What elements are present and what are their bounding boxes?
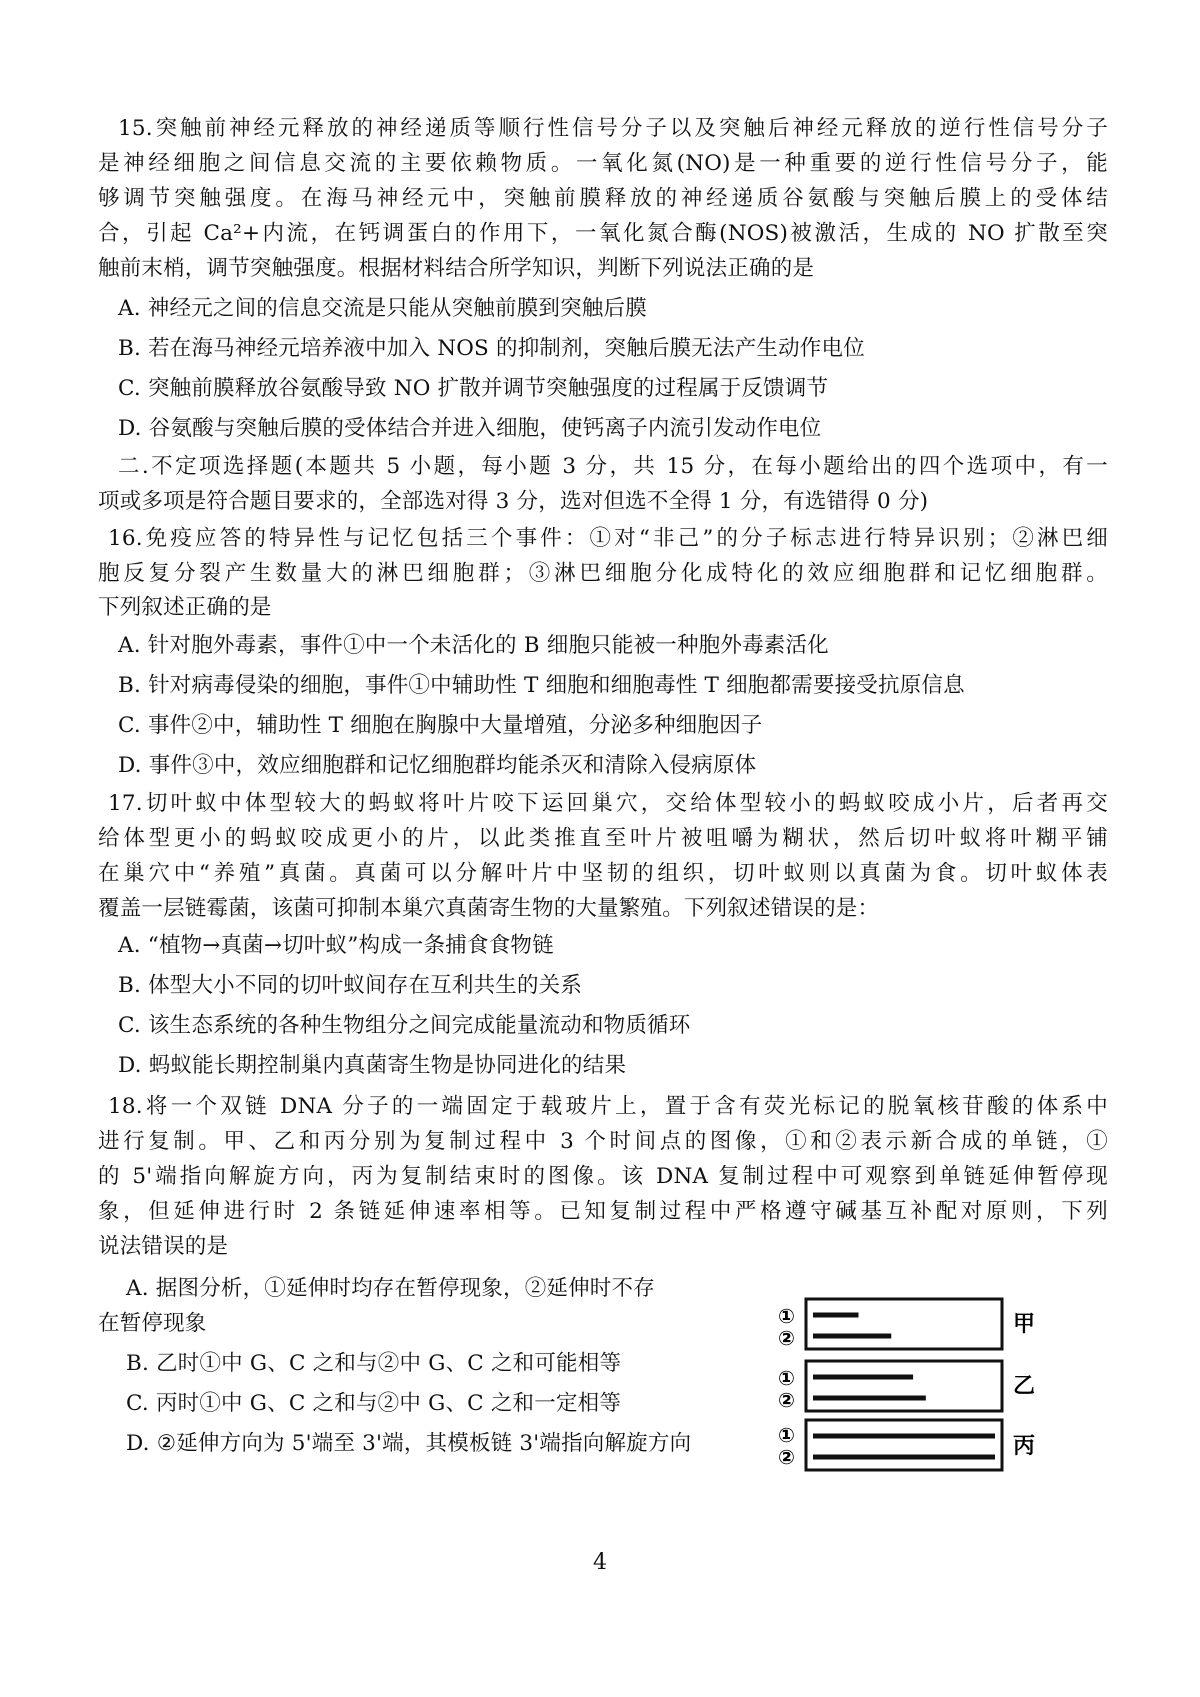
q17-option-b: B. 体型大小不同的切叶蚁间存在互利共生的关系 [118, 973, 583, 998]
q17-stem-line-2: 给体型更小的蚂蚁咬成更小的片，以此类推直至叶片被咀嚼为糊状，然后切叶蚁将叶糊平铺 [98, 826, 1108, 851]
page-number: 4 [593, 1550, 607, 1575]
q16-stem-line-2: 胞反复分裂产生数量大的淋巴细胞群；③淋巴细胞分化成特化的效应细胞群和记忆细胞群。 [98, 561, 1108, 586]
q15-option-d: D. 谷氨酸与突触后膜的受体结合并进入细胞，使钙离子内流引发动作电位 [118, 416, 822, 441]
q15-stem-line-2: 是神经细胞之间信息交流的主要依赖物质。一氧化氮(NO)是一种重要的逆行性信号分子，能 [98, 151, 1108, 176]
panel-bing-strand2-label: ② [778, 1445, 795, 1469]
q16-option-b: B. 针对病毒侵染的细胞，事件①中辅助性 T 细胞和细胞毒性 T 细胞都需要接受抗原信息 [118, 673, 965, 698]
q17-stem-line-4: 覆盖一层链霉菌，该菌可抑制本巢穴真菌寄生物的大量繁殖。下列叙述错误的是： [98, 896, 880, 921]
q15-stem-line-3: 够调节突触强度。在海马神经元中，突触前膜释放的神经递质谷氨酸与突触后膜上的受体结 [98, 186, 1108, 211]
section2-heading-line-1: 二.不定项选择题(本题共 5 小题，每小题 3 分，共 15 分，在每小题给出的四个选项中，有一 [118, 454, 1108, 479]
q18-option-c: C. 丙时①中 G、C 之和与②中 G、C 之和一定相等 [126, 1391, 622, 1416]
q17-stem-line-1: 17.切叶蚁中体型较大的蚂蚁将叶片咬下运回巢穴，交给体型较小的蚂蚁咬成小片，后者再交 [108, 791, 1108, 816]
q15-stem-line-4: 合，引起 Ca²+内流，在钙调蛋白的作用下，一氧化氮合酶(NOS)被激活，生成的 NO 扩散至突 [98, 221, 1108, 246]
q15-option-c: C. 突触前膜释放谷氨酸导致 NO 扩散并调节突触强度的过程属于反馈调节 [118, 376, 829, 401]
q18-stem-line-5: 说法错误的是 [98, 1234, 229, 1259]
q15-stem-line-1: 15.突触前神经元释放的神经递质等顺行性信号分子以及突触后神经元释放的逆行性信号分子 [118, 116, 1108, 141]
panel-jia-label: 甲 [1013, 1312, 1036, 1337]
panel-yi-strand1-label: ① [778, 1366, 795, 1390]
panel-bing-frame [806, 1420, 1002, 1470]
q17-option-d: D. 蚂蚁能长期控制巢内真菌寄生物是协同进化的结果 [118, 1053, 627, 1078]
q17-stem-line-3: 在巢穴中“养殖”真菌。真菌可以分解叶片中坚韧的组织，切叶蚁则以真菌为食。切叶蚁体表 [98, 861, 1108, 886]
dna-figure-svg [773, 1295, 1043, 1485]
q18-stem-line-4: 象，但延伸进行时 2 条链延伸速率相等。已知复制过程中严格遵守碱基互补配对原则，下列 [98, 1199, 1108, 1224]
panel-bing-strand1-label: ① [778, 1423, 795, 1447]
q17-option-c: C. 该生态系统的各种生物组分之间完成能量流动和物质循环 [118, 1013, 691, 1038]
dna-replication-figure [773, 1295, 1043, 1485]
panel-yi-label: 乙 [1013, 1374, 1036, 1399]
panel-bing-label: 丙 [1013, 1434, 1036, 1459]
q15-option-a: A. 神经元之间的信息交流是只能从突触前膜到突触后膜 [118, 296, 647, 321]
q18-option-a-line-2: 在暂停现象 [98, 1311, 207, 1336]
q18-stem-line-1: 18.将一个双链 DNA 分子的一端固定于载玻片上，置于含有荧光标记的脱氧核苷酸的体系中 [108, 1094, 1108, 1119]
section2-heading-line-2: 项或多项是符合题目要求的，全部选对得 3 分，选对但选不全得 1 分，有选错得 0 分) [98, 489, 929, 514]
q18-option-b: B. 乙时①中 G、C 之和与②中 G、C 之和可能相等 [126, 1351, 622, 1376]
q16-option-c: C. 事件②中，辅助性 T 细胞在胸腺中大量增殖，分泌多种细胞因子 [118, 713, 763, 738]
panel-bing [778, 1420, 1035, 1470]
q18-stem-line-2: 进行复制。甲、乙和丙分别为复制过程中 3 个时间点的图像，①和②表示新合成的单链，① [98, 1129, 1108, 1154]
q15-stem-line-5: 触前末梢，调节突触强度。根据材料结合所学知识，判断下列说法正确的是 [98, 256, 815, 281]
panel-jia-frame [806, 1299, 1002, 1349]
q18-option-a-line-1: A. 据图分析，①延伸时均存在暂停现象，②延伸时不存 [126, 1276, 655, 1301]
panel-yi-frame [806, 1361, 1002, 1411]
panel-yi-strand2-label: ② [778, 1388, 795, 1412]
q15-option-b: B. 若在海马神经元培养液中加入 NOS 的抑制剂，突触后膜无法产生动作电位 [118, 336, 865, 361]
panel-yi [778, 1361, 1035, 1412]
q18-option-d: D. ②延伸方向为 5'端至 3'端，其模板链 3'端指向解旋方向 [126, 1431, 692, 1456]
q16-option-d: D. 事件③中，效应细胞群和记忆细胞群均能杀灭和清除入侵病原体 [118, 753, 757, 778]
q16-stem-line-3: 下列叙述正确的是 [98, 595, 272, 620]
panel-jia-strand1-label: ① [778, 1304, 795, 1328]
panel-jia-strand2-label: ② [778, 1326, 795, 1350]
q17-option-a: A. “植物→真菌→切叶蚁”构成一条捕食食物链 [118, 933, 554, 958]
q16-stem-line-1: 16.免疫应答的特异性与记忆包括三个事件：①对“非己”的分子标志进行特异识别；②淋巴细 [108, 526, 1108, 551]
q16-option-a: A. 针对胞外毒素，事件①中一个未活化的 B 细胞只能被一种胞外毒素活化 [118, 633, 829, 658]
panel-jia [778, 1299, 1035, 1350]
q18-stem-line-3: 的 5'端指向解旋方向，丙为复制结束时的图像。该 DNA 复制过程中可观察到单链延伸暂停现 [98, 1164, 1108, 1189]
